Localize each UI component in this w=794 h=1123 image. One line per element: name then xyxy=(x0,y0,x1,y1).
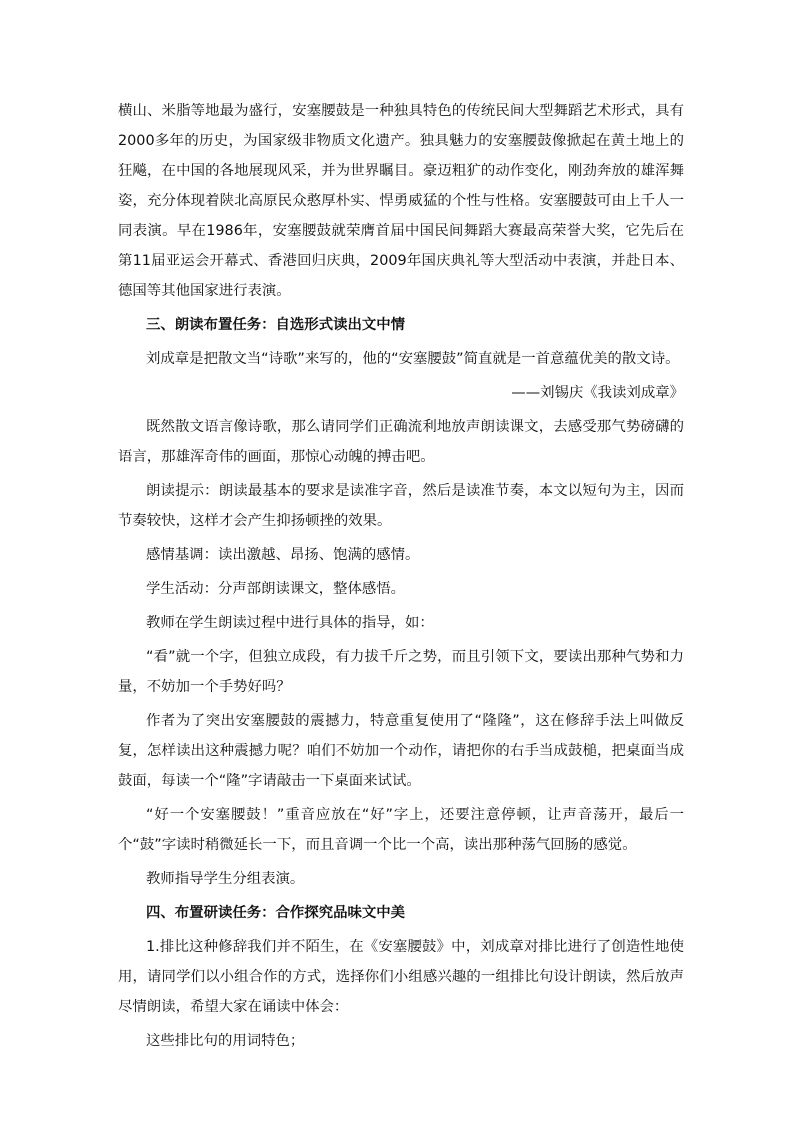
paragraph-student-activity: 学生活动：分声部朗读课文，整体感悟。 xyxy=(146,581,406,597)
quote-attribution: ——刘锡庆《我读刘成章》 xyxy=(511,385,684,401)
paragraph-emotional-tone: 感情基调：读出激越、昂扬、饱满的感情。 xyxy=(146,547,420,563)
paragraph-repetition: 作者为了突出安塞腰鼓的震撼力，特意重复使用了“隆隆”，这在修辞手法上叫做反复，怎样读出这种震撼力呢？咱们不妨加一个动作，请把你的右手当成鼓槌，把桌面当成鼓面，每读一个“隆”字请敲击一下桌面来试试。 xyxy=(118,713,684,789)
paragraph-look-word: “看”就一个字，但独立成段，有力拔千斤之势，而且引领下文，要读出那种气势和力量，不妨加一个手势好吗？ xyxy=(118,649,684,695)
section-heading-4: 四、布置研读任务：合作探究品味文中美 xyxy=(146,905,406,921)
quote-paragraph: 刘成章是把散文当“诗歌”来写的，他的“安塞腰鼓”简直就是一首意蕴优美的散文诗。 xyxy=(146,351,680,367)
paragraph-reading-aloud: 既然散文语言像诗歌，那么请同学们正确流利地放声朗读课文，去感受那气势磅礴的语言，那雄浑奇伟的画面，那惊心动魄的搏击吧。 xyxy=(118,419,684,465)
paragraph-word-features: 这些排比句的用词特色； xyxy=(146,1033,305,1049)
paragraph-teacher-guidance: 教师在学生朗读过程中进行具体的指导，如： xyxy=(146,615,434,631)
paragraph-stress-exclamation: “好一个安塞腰鼓！”重音应放在“好”字上，还要注意停顿，让声音荡开，最后一个“鼓”字读时稍微延长一下，而且音调一个比一个高，读出那种荡气回肠的感觉。 xyxy=(118,807,684,853)
paragraph-parallelism-task: 1.排比这种修辞我们并不陌生，在《安塞腰鼓》中，刘成章对排比进行了创造性地使用，请同学们以小组合作的方式，选择你们小组感兴趣的一组排比句设计朗读，然后放声尽情朗读，希望大家在诵读中体会： xyxy=(118,939,684,1015)
section-heading-3: 三、朗读布置任务：自选形式读出文中情 xyxy=(146,317,406,333)
paragraph-group-performance: 教师指导学生分组表演。 xyxy=(146,871,305,887)
paragraph-reading-tips: 朗读提示：朗读最基本的要求是读准字音，然后是读准节奏，本文以短句为主，因而节奏较快，这样才会产生抑扬顿挫的效果。 xyxy=(118,483,684,529)
document-page xyxy=(118,96,684,1060)
paragraph-ansai-drum-intro: 横山、米脂等地最为盛行，安塞腰鼓是一种独具特色的传统民间大型舞蹈艺术形式，具有2000多年的历史，为国家级非物质文化遗产。独具魅力的安塞腰鼓像掀起在黄土地上的狂飚，在中国的各地展现风采，并为世界瞩目。豪迈粗犷的动作变化，刚劲奔放的雄浑舞姿，充分体现着陕北高原民众憨厚朴实、悍勇威猛的个性与性格。安塞腰鼓可由上千人一同表演。早在1986年，安塞腰鼓就荣膺首届中国民间舞蹈大赛最高荣誉大奖，它先后在第11届亚运会开幕式、香港回归庆典，2009年国庆典礼等大型活动中表演，并赴日本、德国等其他国家进行表演。 xyxy=(118,103,684,299)
